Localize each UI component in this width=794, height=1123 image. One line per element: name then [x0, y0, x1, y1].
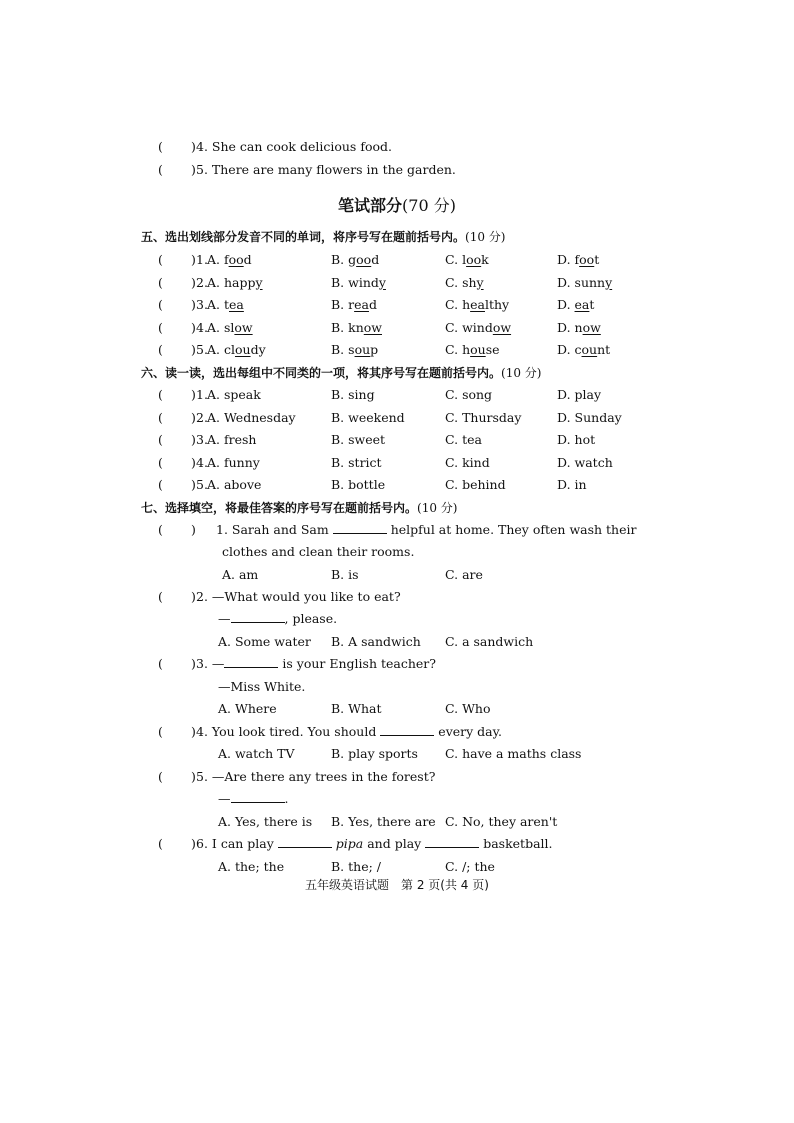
option-b: B. sing [331, 387, 375, 402]
option-d: D. Sunday [557, 409, 622, 425]
option-d: D. count [557, 342, 611, 357]
answer-blank [231, 610, 285, 623]
option-c: C. look [445, 252, 489, 267]
option-b: B. read [331, 297, 377, 312]
section7-heading: 七、选择填空，将最佳答案的序号写在题前括号内。(10 分) [141, 501, 458, 515]
option-b: B. strict [331, 454, 382, 470]
option-b: B. bottle [331, 477, 386, 492]
option-a: A. happy [207, 274, 263, 290]
section6-heading: 六、读一读，选出每组中不同类的一项，将其序号写在题前括号内。(10 分) [141, 366, 542, 380]
option-a: A. speak [207, 387, 261, 402]
option-a: A. tea [207, 297, 244, 312]
option-d: D. watch [557, 454, 613, 470]
option-c: C. behind [445, 477, 506, 492]
option-a: A. food [207, 252, 252, 267]
exam-page: ( ) 4. She can cook delicious food. ( ) 5. There are many flowers in the garden. 笔试部分(70 分) 五、选出划线部分发音不同的单词，将序号写在题前括号内。(10 分) ( ) 1. A. food B. good C. look D. foot ( ) 2. A. happy B. windy C. shy D. sunny ( ) 3. A. tea B. read C. healthy D. eat ( ) 4. A. slow B. know C. window D. now ( ) 5. A. cloudy B. soup C. house D. count 六、读一读，选出每组中不同类的一项，将其序号写在题前括号内。(10 分) ( ) 1. A. speak B. sing C. song D. play ( ) 2. A. Wednesday B. weekend C. Thursday D. Sunday ( ) 3. A. fresh B. sweet C. tea D. hot ( ) 4. A. funny B. strict C. kind D. watch ( ) 5. A. above B. bottle C. behind D. in 七、选择填空，将最佳答案的序号写在题前括号内。(10 分) ( ) 1. Sarah and Sam helpful at home. They often wash their clothes and clean their rooms. A. am B. is C. are ( ) 2. —What would you like to eat? — , please. A. Some water B. A sandwich C. a sandwich ( ) 3. — is your English teacher? —Miss White. A. Where B. What C. Who ( ) 4. You look tired. You should every day. A. watch TV B. play sports C. have a maths class ( ) 5. —Are there any trees in the forest? — . A. Yes, there is B. Yes, there are C. No, they aren't ( ) 6. I can play pipa and play basketball. A. the; the B. the; / C. /; the 五年级英语试题 第 2 页(共 4 页) [0, 0, 794, 1123]
option-b: B. sweet [331, 432, 386, 447]
option-a: A. cloudy [207, 342, 266, 357]
option-b: B. soup [331, 342, 379, 357]
option-c: C. house [445, 342, 500, 357]
option-d: D. foot [557, 252, 600, 267]
option-a: A. above [207, 477, 262, 492]
option-d: D. in [557, 477, 587, 492]
answer-blank [425, 835, 479, 848]
option-c: C. shy [445, 274, 484, 290]
option-c: C. kind [445, 454, 490, 470]
option-d: D. play [557, 387, 602, 402]
option-b: B. good [331, 252, 380, 267]
answer-blank [380, 723, 434, 736]
option-b: B. windy [331, 274, 386, 290]
page-footer: 五年级英语试题 第 2 页(共 4 页) [305, 878, 489, 892]
option-d: D. now [557, 319, 601, 335]
answer-blank [278, 835, 332, 848]
answer-blank [231, 790, 285, 803]
option-a: A. fresh [207, 432, 257, 447]
option-c: C. healthy [445, 297, 510, 312]
option-c: C. Thursday [445, 409, 522, 425]
option-b: B. know [331, 319, 382, 335]
option-c: C. song [445, 387, 493, 402]
option-b: B. weekend [331, 409, 405, 425]
answer-blank [224, 655, 278, 668]
option-a: A. slow [207, 319, 253, 335]
option-a: A. Wednesday [207, 409, 296, 425]
answer-blank [333, 521, 387, 534]
written-part-title: 笔试部分(70 分) [338, 196, 456, 215]
option-a: A. funny [207, 454, 260, 470]
option-c: C. tea [445, 432, 482, 447]
option-d: D. eat [557, 297, 595, 312]
option-c: C. window [445, 319, 512, 335]
section5-heading: 五、选出划线部分发音不同的单词，将序号写在题前括号内。(10 分) [141, 230, 506, 244]
option-d: D. sunny [557, 274, 613, 290]
option-d: D. hot [557, 432, 596, 447]
